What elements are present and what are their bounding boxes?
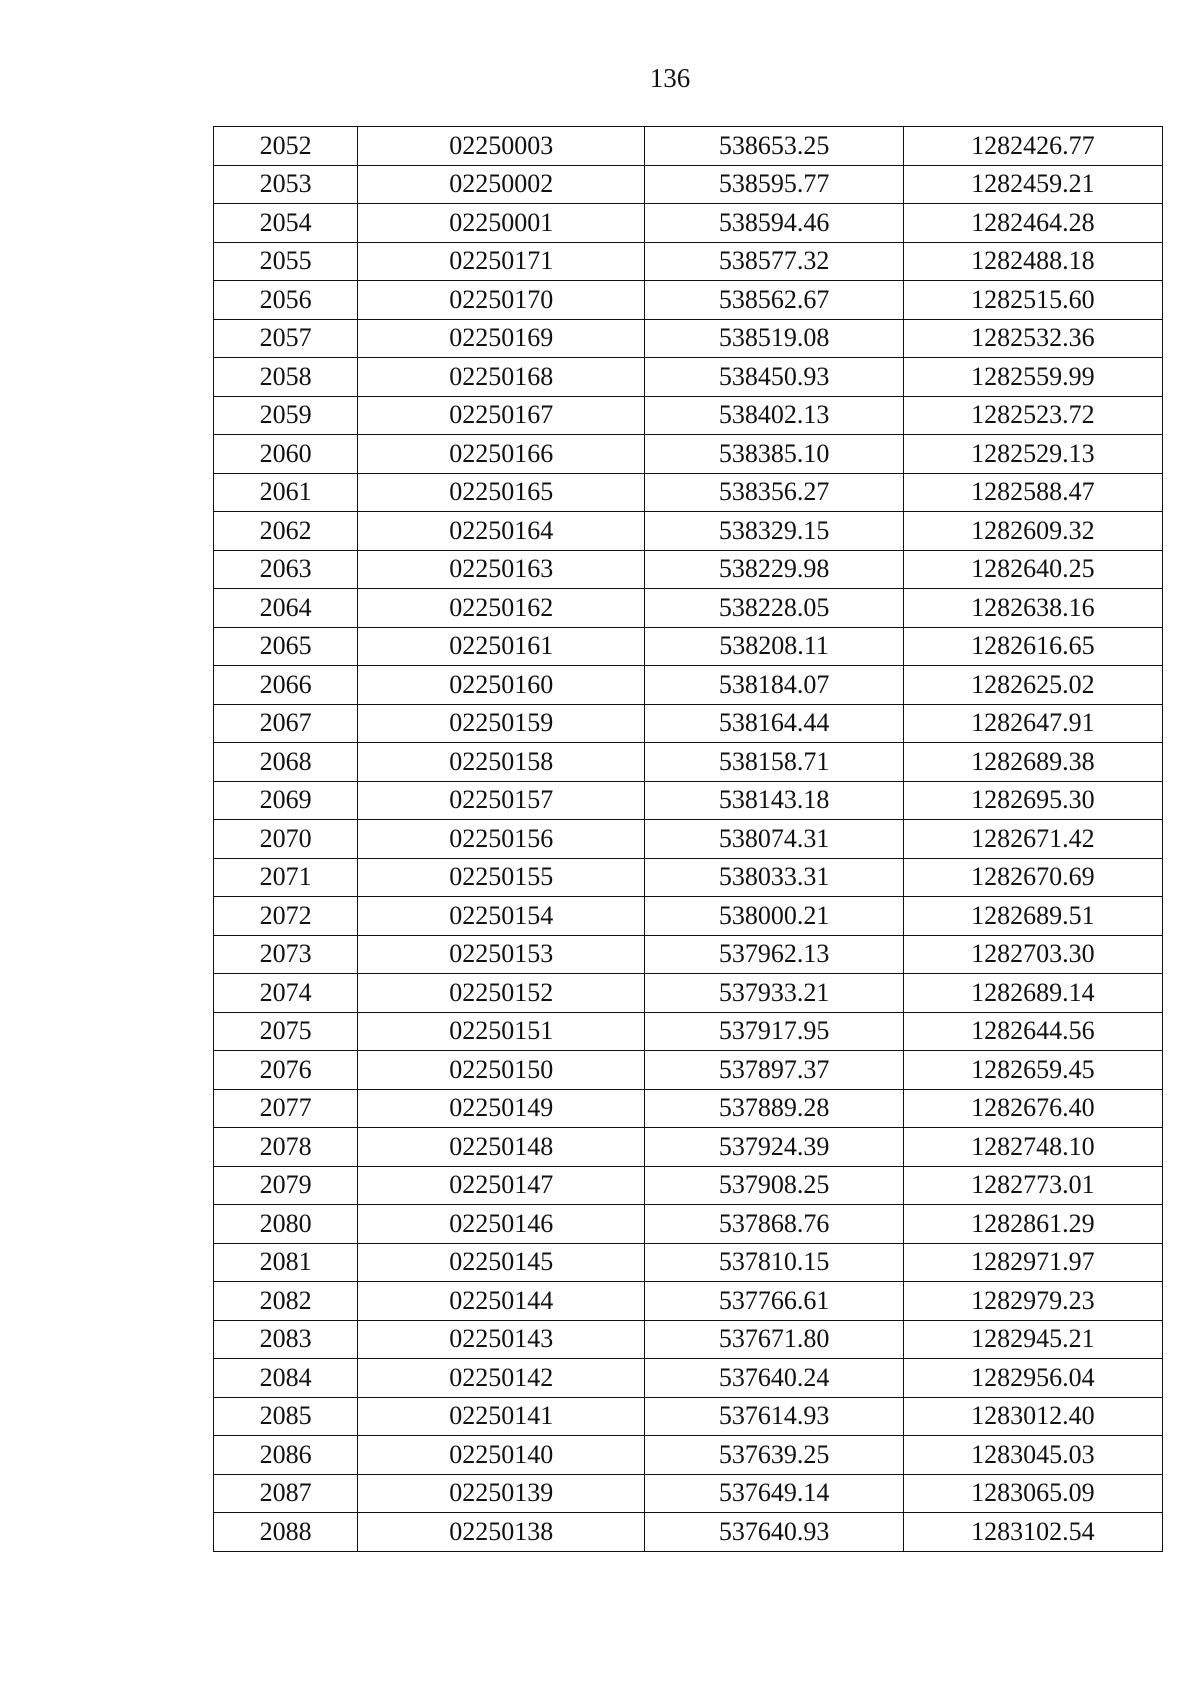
point-id-cell: 02250152 bbox=[358, 974, 645, 1013]
y-coordinate-cell: 1282689.51 bbox=[903, 897, 1162, 936]
point-number-cell: 2078 bbox=[214, 1128, 358, 1167]
point-number-cell: 2084 bbox=[214, 1359, 358, 1398]
table-row bbox=[214, 666, 1163, 705]
point-id-cell: 02250159 bbox=[358, 704, 645, 743]
point-id-cell: 02250141 bbox=[358, 1397, 645, 1436]
x-coordinate-cell: 537933.21 bbox=[645, 974, 903, 1013]
x-coordinate-cell: 537614.93 bbox=[645, 1397, 903, 1436]
y-coordinate-cell: 1282459.21 bbox=[903, 165, 1162, 204]
point-id-cell: 02250171 bbox=[358, 242, 645, 281]
table-row bbox=[214, 435, 1163, 474]
point-number-cell: 2083 bbox=[214, 1320, 358, 1359]
point-id-cell: 02250148 bbox=[358, 1128, 645, 1167]
x-coordinate-cell: 537897.37 bbox=[645, 1051, 903, 1090]
x-coordinate-cell: 538653.25 bbox=[645, 127, 903, 166]
point-number-cell: 2071 bbox=[214, 858, 358, 897]
table-row bbox=[214, 627, 1163, 666]
point-number-cell: 2055 bbox=[214, 242, 358, 281]
y-coordinate-cell: 1282464.28 bbox=[903, 204, 1162, 243]
y-coordinate-cell: 1282689.14 bbox=[903, 974, 1162, 1013]
x-coordinate-cell: 538385.10 bbox=[645, 435, 903, 474]
table-row bbox=[214, 319, 1163, 358]
point-id-cell: 02250155 bbox=[358, 858, 645, 897]
y-coordinate-cell: 1283102.54 bbox=[903, 1513, 1162, 1552]
point-number-cell: 2059 bbox=[214, 396, 358, 435]
x-coordinate-cell: 537671.80 bbox=[645, 1320, 903, 1359]
table-row bbox=[214, 743, 1163, 782]
table-row bbox=[214, 704, 1163, 743]
table-row bbox=[214, 127, 1163, 166]
table-row bbox=[214, 1474, 1163, 1513]
point-number-cell: 2057 bbox=[214, 319, 358, 358]
point-number-cell: 2088 bbox=[214, 1513, 358, 1552]
point-id-cell: 02250151 bbox=[358, 1012, 645, 1051]
x-coordinate-cell: 538033.31 bbox=[645, 858, 903, 897]
point-id-cell: 02250150 bbox=[358, 1051, 645, 1090]
table-row bbox=[214, 781, 1163, 820]
point-id-cell: 02250154 bbox=[358, 897, 645, 936]
coordinates-table bbox=[213, 126, 1163, 1552]
point-id-cell: 02250143 bbox=[358, 1320, 645, 1359]
y-coordinate-cell: 1282676.40 bbox=[903, 1089, 1162, 1128]
point-number-cell: 2074 bbox=[214, 974, 358, 1013]
x-coordinate-cell: 538595.77 bbox=[645, 165, 903, 204]
table-row bbox=[214, 550, 1163, 589]
y-coordinate-cell: 1282625.02 bbox=[903, 666, 1162, 705]
point-id-cell: 02250169 bbox=[358, 319, 645, 358]
point-id-cell: 02250142 bbox=[358, 1359, 645, 1398]
point-number-cell: 2068 bbox=[214, 743, 358, 782]
y-coordinate-cell: 1282640.25 bbox=[903, 550, 1162, 589]
table-row bbox=[214, 589, 1163, 628]
x-coordinate-cell: 538184.07 bbox=[645, 666, 903, 705]
x-coordinate-cell: 537640.24 bbox=[645, 1359, 903, 1398]
x-coordinate-cell: 538164.44 bbox=[645, 704, 903, 743]
x-coordinate-cell: 537649.14 bbox=[645, 1474, 903, 1513]
y-coordinate-cell: 1282638.16 bbox=[903, 589, 1162, 628]
point-number-cell: 2056 bbox=[214, 281, 358, 320]
x-coordinate-cell: 538450.93 bbox=[645, 358, 903, 397]
y-coordinate-cell: 1282659.45 bbox=[903, 1051, 1162, 1090]
point-id-cell: 02250149 bbox=[358, 1089, 645, 1128]
y-coordinate-cell: 1282426.77 bbox=[903, 127, 1162, 166]
point-number-cell: 2060 bbox=[214, 435, 358, 474]
point-number-cell: 2076 bbox=[214, 1051, 358, 1090]
table-row bbox=[214, 820, 1163, 859]
x-coordinate-cell: 537924.39 bbox=[645, 1128, 903, 1167]
x-coordinate-cell: 538329.15 bbox=[645, 512, 903, 551]
table-row bbox=[214, 204, 1163, 243]
point-number-cell: 2073 bbox=[214, 935, 358, 974]
table-row bbox=[214, 165, 1163, 204]
table-row bbox=[214, 396, 1163, 435]
point-id-cell: 02250163 bbox=[358, 550, 645, 589]
y-coordinate-cell: 1282971.97 bbox=[903, 1243, 1162, 1282]
point-id-cell: 02250140 bbox=[358, 1436, 645, 1475]
point-id-cell: 02250147 bbox=[358, 1166, 645, 1205]
point-number-cell: 2061 bbox=[214, 473, 358, 512]
y-coordinate-cell: 1283012.40 bbox=[903, 1397, 1162, 1436]
point-number-cell: 2082 bbox=[214, 1282, 358, 1321]
table-row bbox=[214, 281, 1163, 320]
x-coordinate-cell: 538229.98 bbox=[645, 550, 903, 589]
point-number-cell: 2065 bbox=[214, 627, 358, 666]
point-number-cell: 2069 bbox=[214, 781, 358, 820]
point-number-cell: 2066 bbox=[214, 666, 358, 705]
point-id-cell: 02250165 bbox=[358, 473, 645, 512]
point-number-cell: 2064 bbox=[214, 589, 358, 628]
x-coordinate-cell: 538208.11 bbox=[645, 627, 903, 666]
point-id-cell: 02250138 bbox=[358, 1513, 645, 1552]
point-id-cell: 02250160 bbox=[358, 666, 645, 705]
y-coordinate-cell: 1282532.36 bbox=[903, 319, 1162, 358]
point-id-cell: 02250166 bbox=[358, 435, 645, 474]
y-coordinate-cell: 1282979.23 bbox=[903, 1282, 1162, 1321]
table-row bbox=[214, 974, 1163, 1013]
table-row bbox=[214, 1397, 1163, 1436]
y-coordinate-cell: 1282616.65 bbox=[903, 627, 1162, 666]
x-coordinate-cell: 538562.67 bbox=[645, 281, 903, 320]
point-number-cell: 2054 bbox=[214, 204, 358, 243]
y-coordinate-cell: 1282861.29 bbox=[903, 1205, 1162, 1244]
point-id-cell: 02250145 bbox=[358, 1243, 645, 1282]
table-row bbox=[214, 358, 1163, 397]
point-id-cell: 02250162 bbox=[358, 589, 645, 628]
point-id-cell: 02250170 bbox=[358, 281, 645, 320]
x-coordinate-cell: 538074.31 bbox=[645, 820, 903, 859]
point-number-cell: 2067 bbox=[214, 704, 358, 743]
point-id-cell: 02250002 bbox=[358, 165, 645, 204]
y-coordinate-cell: 1282689.38 bbox=[903, 743, 1162, 782]
table-row bbox=[214, 1282, 1163, 1321]
point-id-cell: 02250139 bbox=[358, 1474, 645, 1513]
x-coordinate-cell: 537640.93 bbox=[645, 1513, 903, 1552]
table-row bbox=[214, 1513, 1163, 1552]
table-row bbox=[214, 1012, 1163, 1051]
y-coordinate-cell: 1282488.18 bbox=[903, 242, 1162, 281]
y-coordinate-cell: 1282703.30 bbox=[903, 935, 1162, 974]
y-coordinate-cell: 1282956.04 bbox=[903, 1359, 1162, 1398]
table-row bbox=[214, 512, 1163, 551]
x-coordinate-cell: 537810.15 bbox=[645, 1243, 903, 1282]
x-coordinate-cell: 537962.13 bbox=[645, 935, 903, 974]
x-coordinate-cell: 537868.76 bbox=[645, 1205, 903, 1244]
page-number: 136 bbox=[649, 63, 691, 93]
table-row bbox=[214, 1320, 1163, 1359]
y-coordinate-cell: 1282695.30 bbox=[903, 781, 1162, 820]
point-number-cell: 2062 bbox=[214, 512, 358, 551]
table-row bbox=[214, 1243, 1163, 1282]
point-id-cell: 02250003 bbox=[358, 127, 645, 166]
table-row bbox=[214, 473, 1163, 512]
point-id-cell: 02250156 bbox=[358, 820, 645, 859]
x-coordinate-cell: 537908.25 bbox=[645, 1166, 903, 1205]
y-coordinate-cell: 1282609.32 bbox=[903, 512, 1162, 551]
coordinates-table-body bbox=[214, 127, 1163, 1552]
point-id-cell: 02250146 bbox=[358, 1205, 645, 1244]
table-row bbox=[214, 242, 1163, 281]
x-coordinate-cell: 538402.13 bbox=[645, 396, 903, 435]
point-id-cell: 02250158 bbox=[358, 743, 645, 782]
y-coordinate-cell: 1282515.60 bbox=[903, 281, 1162, 320]
point-id-cell: 02250157 bbox=[358, 781, 645, 820]
table-row bbox=[214, 897, 1163, 936]
x-coordinate-cell: 538594.46 bbox=[645, 204, 903, 243]
point-number-cell: 2077 bbox=[214, 1089, 358, 1128]
table-row bbox=[214, 858, 1163, 897]
table-row bbox=[214, 1436, 1163, 1475]
point-number-cell: 2085 bbox=[214, 1397, 358, 1436]
x-coordinate-cell: 538143.18 bbox=[645, 781, 903, 820]
x-coordinate-cell: 537889.28 bbox=[645, 1089, 903, 1128]
y-coordinate-cell: 1282559.99 bbox=[903, 358, 1162, 397]
point-number-cell: 2075 bbox=[214, 1012, 358, 1051]
y-coordinate-cell: 1282671.42 bbox=[903, 820, 1162, 859]
point-number-cell: 2080 bbox=[214, 1205, 358, 1244]
x-coordinate-cell: 538519.08 bbox=[645, 319, 903, 358]
point-number-cell: 2063 bbox=[214, 550, 358, 589]
point-id-cell: 02250144 bbox=[358, 1282, 645, 1321]
table-row bbox=[214, 1089, 1163, 1128]
point-number-cell: 2052 bbox=[214, 127, 358, 166]
point-number-cell: 2058 bbox=[214, 358, 358, 397]
x-coordinate-cell: 537917.95 bbox=[645, 1012, 903, 1051]
point-id-cell: 02250161 bbox=[358, 627, 645, 666]
x-coordinate-cell: 537766.61 bbox=[645, 1282, 903, 1321]
point-id-cell: 02250167 bbox=[358, 396, 645, 435]
x-coordinate-cell: 538158.71 bbox=[645, 743, 903, 782]
point-number-cell: 2079 bbox=[214, 1166, 358, 1205]
y-coordinate-cell: 1282529.13 bbox=[903, 435, 1162, 474]
x-coordinate-cell: 537639.25 bbox=[645, 1436, 903, 1475]
point-id-cell: 02250153 bbox=[358, 935, 645, 974]
y-coordinate-cell: 1282644.56 bbox=[903, 1012, 1162, 1051]
table-row bbox=[214, 1205, 1163, 1244]
point-number-cell: 2072 bbox=[214, 897, 358, 936]
table-row bbox=[214, 1051, 1163, 1090]
x-coordinate-cell: 538577.32 bbox=[645, 242, 903, 281]
y-coordinate-cell: 1282670.69 bbox=[903, 858, 1162, 897]
y-coordinate-cell: 1282773.01 bbox=[903, 1166, 1162, 1205]
point-number-cell: 2053 bbox=[214, 165, 358, 204]
table-row bbox=[214, 935, 1163, 974]
y-coordinate-cell: 1282748.10 bbox=[903, 1128, 1162, 1167]
point-number-cell: 2087 bbox=[214, 1474, 358, 1513]
x-coordinate-cell: 538356.27 bbox=[645, 473, 903, 512]
point-number-cell: 2086 bbox=[214, 1436, 358, 1475]
point-id-cell: 02250168 bbox=[358, 358, 645, 397]
y-coordinate-cell: 1283065.09 bbox=[903, 1474, 1162, 1513]
table-row bbox=[214, 1128, 1163, 1167]
x-coordinate-cell: 538000.21 bbox=[645, 897, 903, 936]
x-coordinate-cell: 538228.05 bbox=[645, 589, 903, 628]
point-id-cell: 02250164 bbox=[358, 512, 645, 551]
point-number-cell: 2081 bbox=[214, 1243, 358, 1282]
table-row bbox=[214, 1359, 1163, 1398]
point-id-cell: 02250001 bbox=[358, 204, 645, 243]
y-coordinate-cell: 1282647.91 bbox=[903, 704, 1162, 743]
y-coordinate-cell: 1282523.72 bbox=[903, 396, 1162, 435]
point-number-cell: 2070 bbox=[214, 820, 358, 859]
table-row bbox=[214, 1166, 1163, 1205]
y-coordinate-cell: 1283045.03 bbox=[903, 1436, 1162, 1475]
y-coordinate-cell: 1282588.47 bbox=[903, 473, 1162, 512]
y-coordinate-cell: 1282945.21 bbox=[903, 1320, 1162, 1359]
